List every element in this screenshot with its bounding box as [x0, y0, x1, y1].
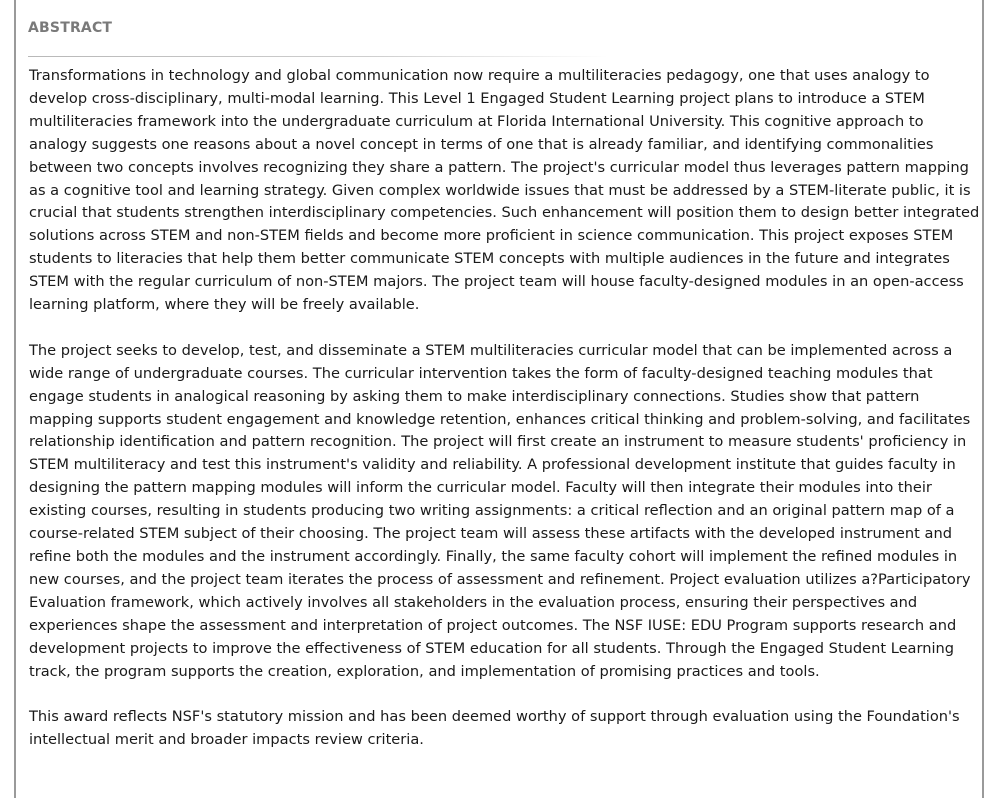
- abstract-paragraph-1: Transformations in technology and global communication now require a multiliteracies pedagogy, one that uses analogy to develop cross-disciplinary, multi-modal learning. This Level 1 Engaged Student Learning project plans to introduce a STEM multiliteracies framework into the undergraduate curriculum at Florida International University. This cognitive approach to analogy suggests one reasons about a novel concept in terms of one that is already familiar, and identifying commonalities between two concepts involves recognizing they share a pattern. The project's curricular model thus leverages pattern mapping as a cognitive tool and learning strategy. Given complex worldwide issues that must be addressed by a STEM-literate public, it is crucial that students strengthen interdisciplinary competencies. Such enhancement will position them to design better integrated solutions across STEM and non-STEM fields and become more proficient in science communication. This project exposes STEM students to literacies that help them better communicate STEM concepts with multiple audiences in the future and integrates STEM with the regular curriculum of non-STEM majors. The project team will house faculty-designed modules in an open-access learning platform, where they will be freely available.: [29, 67, 980, 314]
- abstract-body: [29, 65, 981, 775]
- abstract-paragraph-2: The project seeks to develop, test, and disseminate a STEM multiliteracies curricular model that can be implemented across a wide range of undergraduate courses. The curricular intervention takes the form of faculty-designed teaching modules that engage students in analogical reasoning by asking them to make interdisciplinary connections. Studies show that pattern mapping supports student engagement and knowledge retention, enhances critical thinking and problem-solving, and facilitates relationship identification and pattern recognition. The project will first create an instrument to measure students' proficiency in STEM multiliteracy and test this instrument's validity and reliability. A professional development institute that guides faculty in designing the pattern mapping modules will inform the curricular model. Faculty will then integrate their modules into their existing courses, resulting in students producing two writing assignments: a critical reflection and an original pattern map of a course-related STEM subject of their choosing. The project team will assess these artifacts with the developed instrument and refine both the modules and the instrument accordingly. Finally, the same faculty cohort will implement the refined modules in new courses, and the project team iterates the process of assessment and refinement. Project evaluation utilizes a?Participatory Evaluation framework, which actively involves all stakeholders in the evaluation process, ensuring their perspectives and experiences shape the assessment and interpretation of project outcomes. The NSF IUSE: EDU Program supports research and development projects to improve the effectiveness of STEM education for all students. Through the Engaged Student Learning track, the program supports the creation, exploration, and implementation of promising practices and tools.: [29, 341, 971, 680]
- abstract-heading: ABSTRACT: [28, 20, 113, 36]
- heading-divider: [28, 56, 608, 57]
- abstract-paragraph-3: This award reflects NSF's statutory mission and has been deemed worthy of support through evaluation using the Foundation's intellectual merit and broader impacts review criteria.: [29, 708, 960, 749]
